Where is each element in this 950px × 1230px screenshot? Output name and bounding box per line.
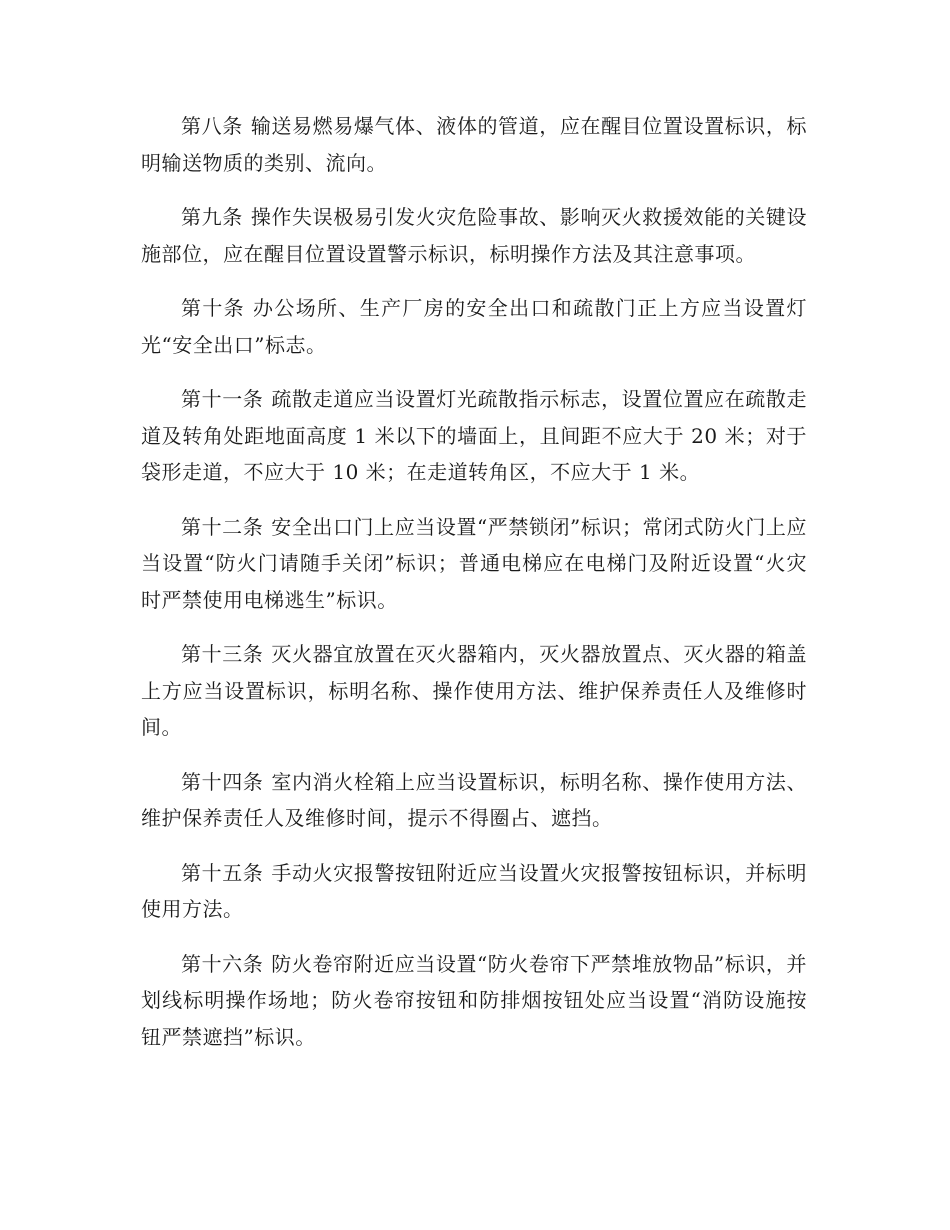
article-label: 第十五条 [181,860,264,885]
article-10 [141,290,807,363]
article-text: 室内消火栓箱上应当设置标识，标明名称、操作使用方法、维护保养责任人及维修时间，提示不得圈占、遮挡。 [141,769,808,830]
article-label: 第八条 [181,114,243,138]
article-15 [141,855,807,928]
article-label: 第十二条 [181,514,264,539]
article-label: 第十六条 [181,951,264,976]
article-12 [141,509,807,619]
article-text: 输送易燃易爆气体、液体的管道，应在醒目位置设置标识，标明输送物质的类别、流向。 [141,114,808,175]
article-text: 灭火器宜放置在灭火器箱内，灭火器放置点、灭火器的箱盖上方应当设置标识，标明名称、操作使用方法、维护保养责任人及维修时间。 [141,642,808,739]
article-16 [141,946,807,1056]
article-text: 安全出口门上应当设置“严禁锁闭”标识；常闭式防火门上应当设置“防火门请随手关闭”标识；普通电梯应在电梯门及附近设置“火灾时严禁使用电梯逃生”标识。 [141,514,808,612]
article-9 [141,199,807,272]
article-11 [141,381,807,491]
article-label: 第十四条 [181,769,264,794]
article-label: 第十一条 [181,387,264,411]
article-label: 第九条 [181,205,243,229]
article-text: 操作失误极易引发火灾危险事故、影响灭火救援效能的关键设施部位，应在醒目位置设置警示标识，标明操作方法及其注意事项。 [141,205,808,266]
article-13 [141,636,807,746]
article-label: 第十三条 [181,642,264,666]
article-text: 疏散走道应当设置灯光疏散指示标志，设置位置应在疏散走道及转角处距地面高度 1 米以下的墙面上，且间距不应大于 20 米；对于袋形走道，不应大于 10 米；在走道转角区，不应大于 1 米。 [141,387,808,484]
article-label: 第十条 [181,296,246,320]
document-body [141,108,807,1073]
article-14 [141,764,807,837]
article-text: 手动火灾报警按钮附近应当设置火灾报警按钮标识，并标明使用方法。 [141,860,808,921]
article-text: 防火卷帘附近应当设置“防火卷帘下严禁堆放物品”标识，并划线标明操作场地；防火卷帘按钮和防排烟按钮处应当设置“消防设施按钮严禁遮挡”标识。 [141,951,808,1049]
article-8 [141,108,807,181]
article-text: 办公场所、生产厂房的安全出口和疏散门正上方应当设置灯光“安全出口”标志。 [141,296,808,357]
